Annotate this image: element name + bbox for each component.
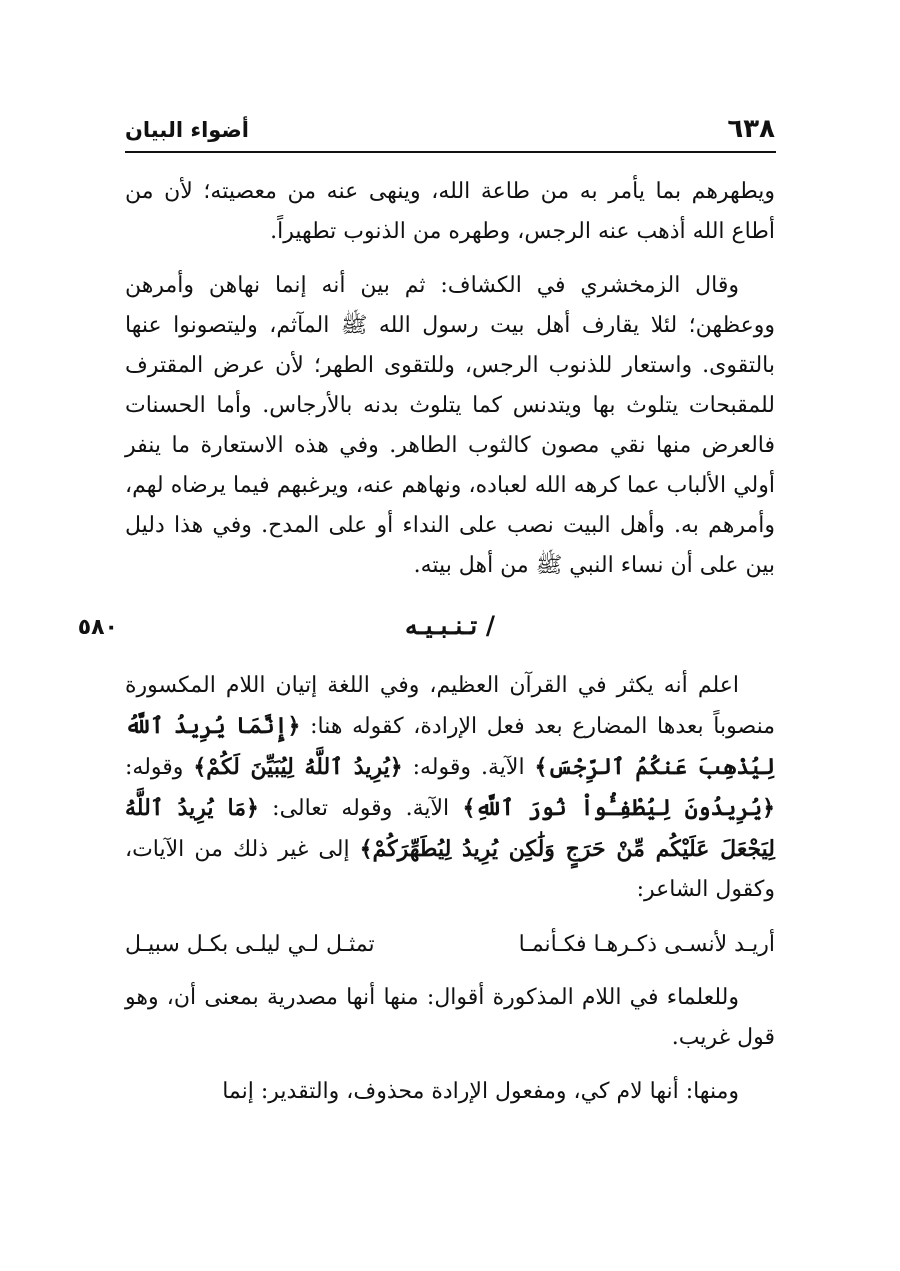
- text-segment: وقوله:: [125, 755, 194, 780]
- verse-second-half: تمثـل لـي ليلـى بكـل سبيـل: [125, 932, 375, 957]
- quran-verse: ﴿مَا يُرِيدُ ٱللَّهُ لِيَجْعَلَ عَلَيْكُم مِّنْ حَرَجٍ وَلَٰكِن يُرِيدُ لِيُطَهِّرَكُمْ﴾: [125, 795, 775, 862]
- verse-first-half: أريـد لأنسـى ذكـرهـا فكـأنمـا: [518, 932, 775, 957]
- page-number: ٦٣٨: [727, 114, 775, 144]
- paragraph-1: ويطهرهم بما يأمر به من طاعة الله، وينهى عنه من معصيته؛ لأن من أطاع الله أذهب عنه الرجس، وطهره من الذنوب تطهيراً.: [125, 179, 775, 244]
- paragraph-4: وللعلماء في اللام المذكورة أقوال: منها أنها مصدرية بمعنى أن، وهو قول غريب.: [125, 985, 775, 1050]
- poetry-verse: [125, 924, 775, 966]
- text-segment: اعلم أنه يكثر في القرآن العظيم، وفي اللغة إتيان اللام المكسورة منصوباً بعدها المضارع بعد فعل الإرادة، كقوله هنا:: [125, 673, 775, 739]
- page-header: [125, 112, 775, 152]
- book-title: أضواء البيان: [125, 118, 249, 142]
- paragraph-3: [125, 666, 775, 910]
- text-segment: إلى غير ذلك من الآيات، وكقول الشاعر:: [125, 837, 775, 902]
- text-segment: الآية. وقوله تعالى:: [258, 796, 463, 821]
- quran-verse: ﴿إِنَّمَا يُرِيدُ ٱللَّهُ لِيُذْهِبَ عَنكُمُ ٱلرِّجْسَ﴾: [125, 713, 775, 780]
- section-heading: / تـنـبـيـه: [404, 611, 496, 640]
- section-heading-row: [77, 600, 775, 662]
- header-divider: [125, 151, 776, 153]
- paragraph-2: وقال الزمخشري في الكشاف: ثم بين أنه إنما نهاهن وأمرهن ووعظهن؛ لئلا يقارف أهل بيت رسول الله ﷺ المآثم، وليتصونوا عنها بالتقوى. واستعار للذنوب الرجس، وللتقوى الطهر؛ لأن عرض المقترف للمقبحات يتلوث بها ويتدنس كما يتلوث بدنه بالأرجاس. وأما الحسنات فالعرض منها نقي مصون كالثوب الطاهر. وفي هذه الاستعارة ما ينفر أولي الألباب عما كرهه الله لعباده، ونهاهم عنه، ويرغبهم فيما يرضاه لهم، وأمرهم به. وأهل البيت نصب على النداء أو على المدح. وفي هذا دليل بين على أن نساء النبي ﷺ من أهل بيته.: [125, 273, 775, 578]
- page-body: [77, 172, 775, 1126]
- quran-verse: ﴿يُرِيدُ ٱللَّهُ لِيُبَيِّنَ لَكُمْ﴾: [193, 754, 403, 780]
- text-segment: الآية. وقوله:: [402, 755, 535, 780]
- margin-number: ٥٨٠: [77, 615, 118, 640]
- quran-verse: ﴿يُرِيدُونَ لِيُطْفِـُٔواْ نُورَ ٱللَّهِ﴾: [462, 795, 775, 821]
- paragraph-5: ومنها: أنها لام كي، ومفعول الإرادة محذوف، والتقدير: إنما: [222, 1079, 739, 1104]
